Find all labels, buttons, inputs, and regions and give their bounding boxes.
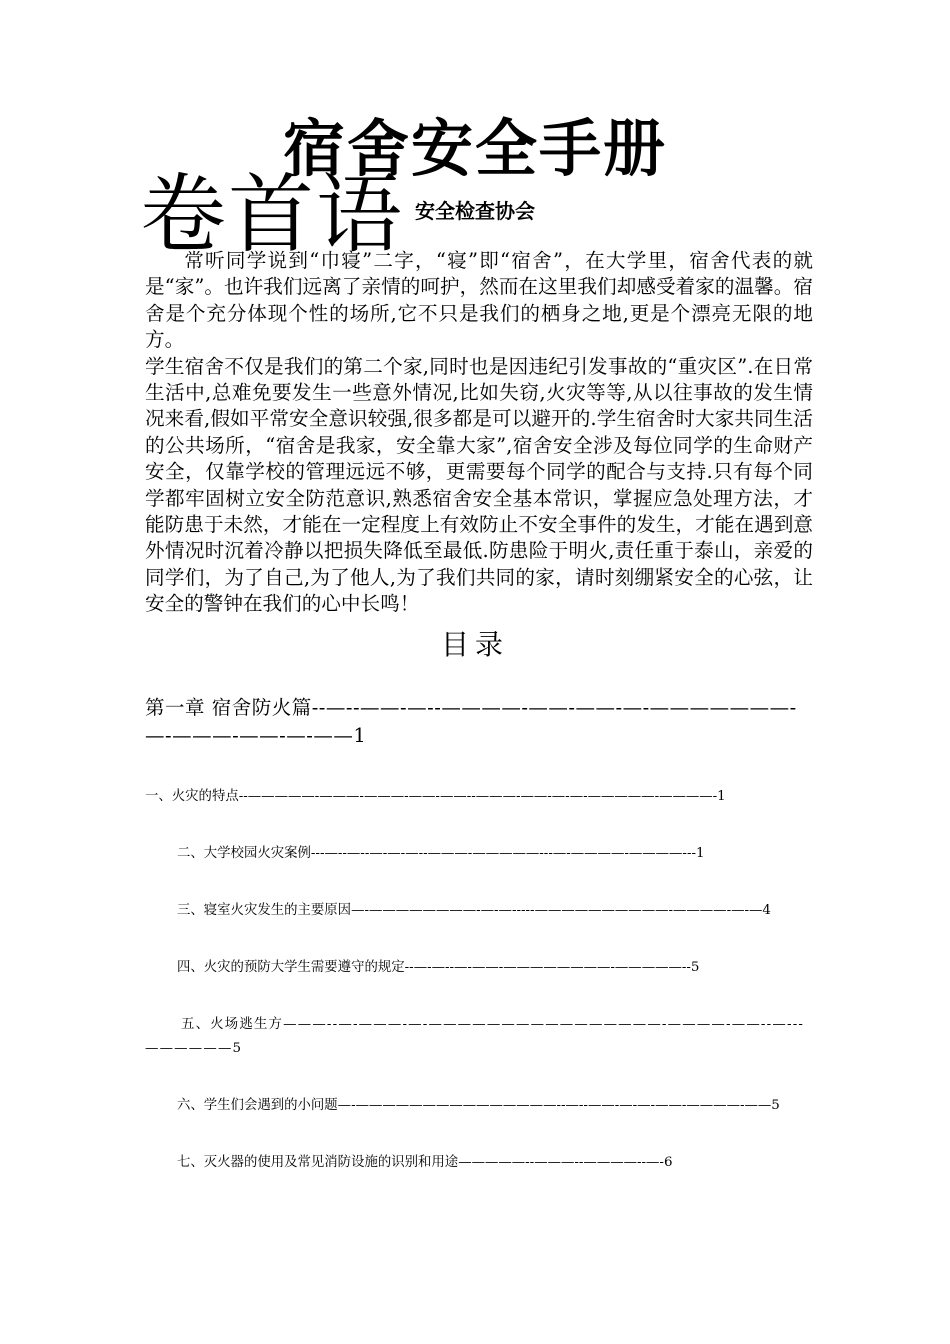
toc-item-5[interactable]: 五、火场逃生方———--—-———-—-————————————————-————-——--—---——————5 [145, 1017, 805, 1056]
organization-name: 安全检查协会 [415, 199, 535, 223]
toc-item-4[interactable]: 四、火灾的预防大学生需要遵守的规定--—-—--—-——-————————-—————--5 [177, 960, 700, 975]
preface-paragraph-2: 学生宿舍不仅是我们的第二个家,同时也是因违纪引发事故的“重灾区”.在日常生活中,总难免要发生一些意外情况,比如失窃,火灾等等,从以往事故的发生情况来看,假如平常安全意识较强,很多都是可以避开的.学生宿舍时大家共同生活的公共场所，“宿舍是我家，安全靠大家”,宿舍安全涉及每位同学的生命财产安全，仅靠学校的管理远远不够，更需要每个同学的配合与支持.只有每个同学都牢固树立安全防范意识,熟悉宿舍安全基本常识，掌握应急处理方法，才能防患于未然，才能在一定程度上有效防止不安全事件的发生，才能在遇到意外情况时沉着冷静以把损失降低至最低.防患险于明火,责任重于泰山，亲爱的同学们，为了自己,为了他人,为了我们共同的家，请时刻绷紧安全的心弦，让安全的警钟在我们的心中长鸣！ [145, 354, 813, 616]
toc-item-1[interactable]: 一、火灾的特点--—————-———-———-——-——--———-——-—-—-—————-————-1 [145, 789, 726, 804]
toc-chapter-1[interactable]: 第一章 宿舍防火篇--—--——-—--————-——-——-—-———————-—-———-——-—-——1 [145, 696, 797, 747]
page-title: 宿舍安全手册 [282, 112, 667, 185]
toc-item-6[interactable]: 六、学生们会遇到的小问题—-———————————————--—--——-—-—-——-————-——5 [177, 1098, 780, 1113]
toc-item-3[interactable]: 三、寝室火灾发生的主要原因—-————————-—-—-----——————————-————-—-—4 [177, 903, 771, 918]
toc-item-7[interactable]: 七、灭火器的使用及常见消防设施的识别和用途—————--———--————--—-6 [177, 1155, 673, 1170]
preface-body [145, 248, 813, 618]
preface-heading: 卷首语 [140, 165, 404, 265]
toc-heading: 目录 [440, 628, 509, 661]
toc-item-2[interactable]: 二、大学校园火灾案例---—--—--—-—-—--———-—————---—-————-————---1 [177, 846, 705, 861]
preface-paragraph-1: 常听同学说到“巾寝”二字，“寝”即“宿舍”，在大学里，宿舍代表的就是“家”。也许我们远离了亲情的呵护，然而在这里我们却感受着家的温馨。宿舍是个充分体现个性的场所,它不只是我们的栖身之地,更是个漂亮无限的地方。 [145, 249, 813, 352]
table-of-contents [145, 694, 813, 1208]
